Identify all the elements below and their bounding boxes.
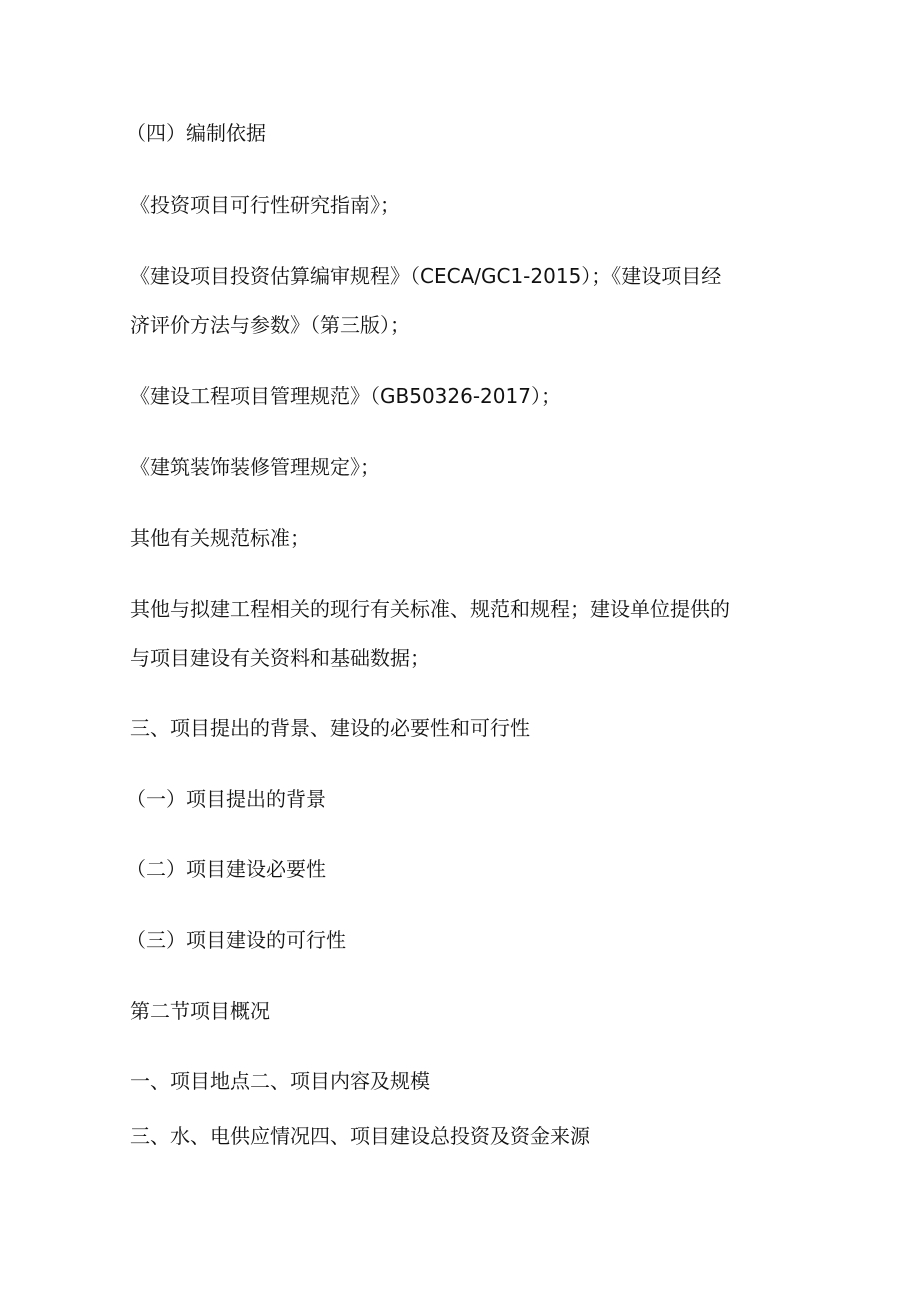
subsection-heading: （二）项目建设必要性 <box>126 857 326 881</box>
reference-item: 其他有关规范标准； <box>130 526 310 550</box>
outline-line: 一、项目地点二、项目内容及规模 <box>130 1069 430 1093</box>
section-heading-project-overview: 第二节项目概况 <box>130 999 270 1023</box>
section-heading-compilation-basis: （四）编制依据 <box>126 121 266 145</box>
reference-item-continued: 济评价方法与参数》（第三版）； <box>130 313 410 337</box>
reference-item: 其他与拟建工程相关的现行有关标准、规范和规程；建设单位提供的 <box>130 597 730 621</box>
subsection-heading: （三）项目建设的可行性 <box>126 928 346 952</box>
reference-item: 《建设工程项目管理规范》（GB50326-2017）； <box>130 384 561 408</box>
section-heading-background: 三、项目提出的背景、建设的必要性和可行性 <box>130 716 530 740</box>
reference-item: 《投资项目可行性研究指南》； <box>130 193 400 217</box>
outline-line: 三、水、电供应情况四、项目建设总投资及资金来源 <box>130 1124 590 1148</box>
reference-item: 《建筑装饰装修管理规定》； <box>130 455 380 479</box>
reference-item-continued: 与项目建设有关资料和基础数据； <box>130 646 430 670</box>
reference-item: 《建设项目投资估算编审规程》（CECA/GC1-2015）；《建设项目经 <box>130 264 722 288</box>
subsection-heading: （一）项目提出的背景 <box>126 787 326 811</box>
